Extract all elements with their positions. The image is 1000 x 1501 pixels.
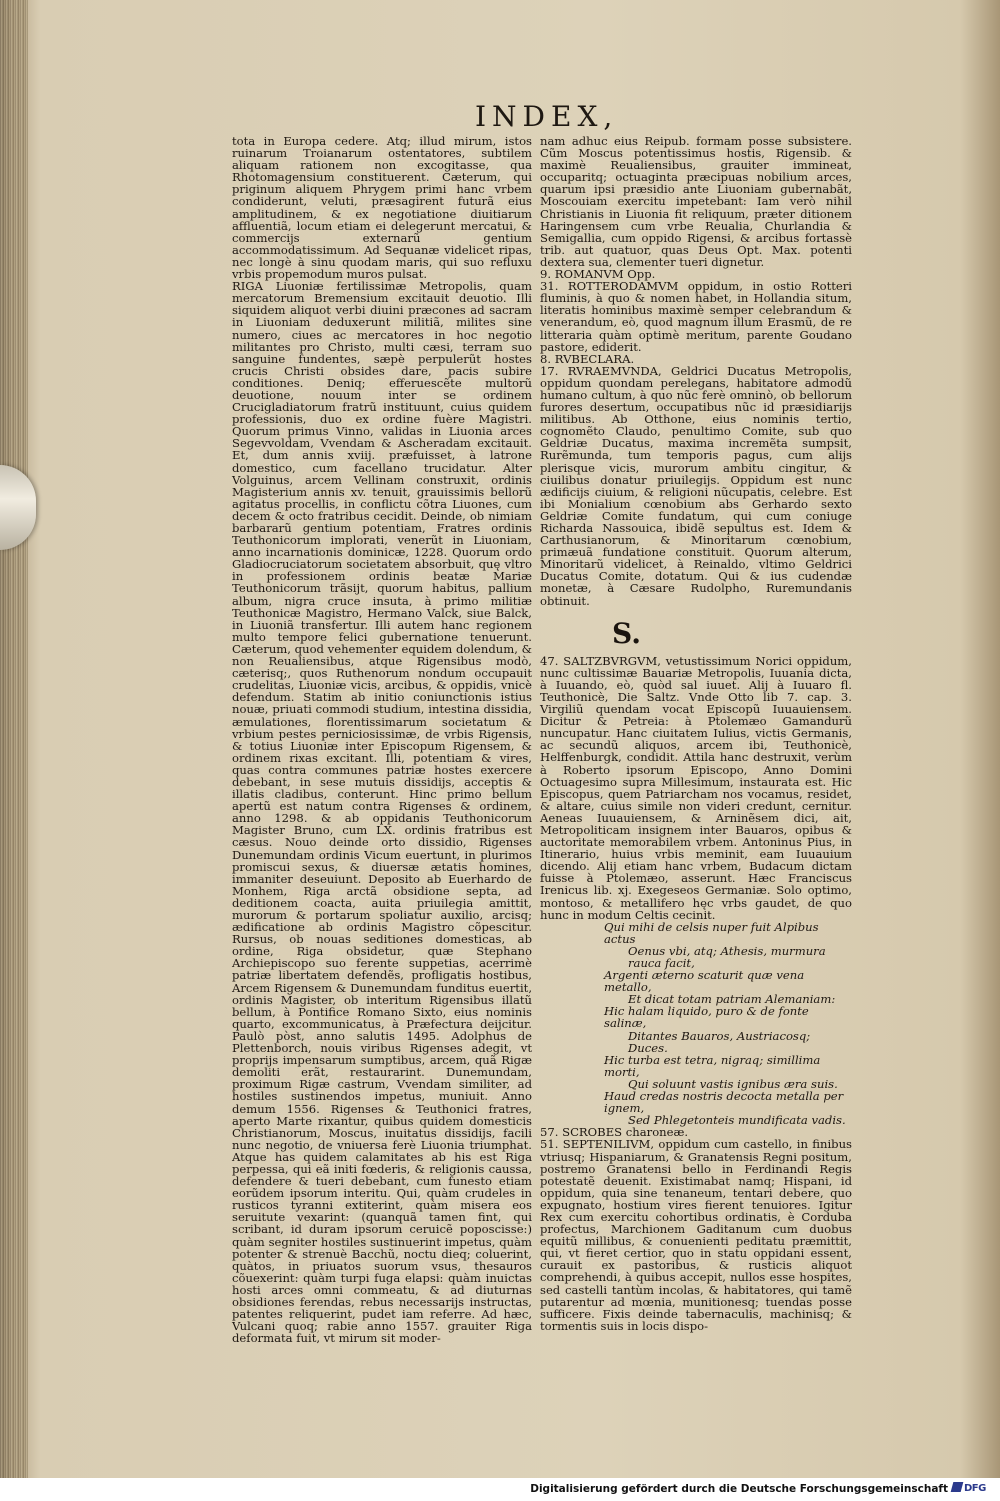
dfg-logo-icon xyxy=(952,1482,992,1496)
entry-rubeclara: 8. RVBECLARA. xyxy=(540,351,635,366)
left-column xyxy=(232,135,532,1344)
dfg-logo-text: DFG xyxy=(964,1483,986,1494)
right-column xyxy=(540,135,852,1332)
verse-line: Hic turba est tetra, nigraq; simillima morti, xyxy=(604,1052,821,1079)
entry-scrobes: 57. SCROBES charoneæ. xyxy=(540,1125,689,1140)
verse-line: Et dicat totam patriam Alemaniam: xyxy=(628,992,836,1007)
verse-line: Qui mihi de celsis nuper fuit Alpibus actus xyxy=(604,919,819,946)
footer-bar xyxy=(0,1478,1000,1501)
verse-line: Oenus vbi, atq; Athesis, murmura rauca facit, xyxy=(628,943,826,970)
right-paragraph-continuation: nam adhuc eius Reipub. formam posse subsistere. Cũm Moscus potentissimus hostis, Rigensib. & maximè Reualiensibus, grauiter immineat, occuparitq; octuaginta præcipuas nobilium arces, quarum ipsi præsidio ante Liuoniam gubernabãt, Moscouiam exercitu impetebant: Iam verò nihil Christianis in Liuonia fit reliquum, præter ditionem Haringensem cum vrbe Reualia, Churlandia & Semigallia, cum oppido Rigensi, & arcibus fortassè trib. aut quatuor, quas Deus Opt. Max. potenti dextera sua, clementer tueri dignetur. xyxy=(540,134,852,269)
entry-ruraemunda: 17. RVRAEMVNDA, Geldrici Ducatus Metropolis, oppidum quondam perelegans, habitatore admodũ humano cultum, à quo nũc ferè omninò, ob bellorum furores desertum, occupatibus nũc id præsidiarijs militibus. Ab Otthone, eius nominis tertio, cognomẽto Claudo, penultimo Comite, sub quo Geldriæ Ducatus, maxima incremẽta sumpsit, Rurẽmunda, tum temporis pagus, cum alijs plerisque vicis, murorum ambitu cingitur, & ciuilibus donatur priuilegijs. Oppidum est nunc ædificijs ciuium, & religioni nũcupatis, celebre. Est ibi Monialium cœnobium abs Gerhardo sexto Geldriæ Comite fundatum, qui cum coniuge Richarda Nassouica, ibidẽ sepultus est. Idem & Carthusianorum, & Minoritarum cœnobium, primæuã fundatione constituit. Quorum alterum, Minoritarũ videlicet, à Reinaldo, vltimo Geldrici Ducatus Comite, dotatum. Qui & ius cudendæ monetæ, à Cæsare Rudolpho, Ruremundanis obtinuit. xyxy=(540,363,852,608)
entry-rotterodamum: 31. ROTTERODAMVM oppidum, in ostio Rotteri fluminis, à quo & nomen habet, in Hollandia situm, literatis hominibus maximè semper celebrandum & venerandum, eò, quod magnum illum Erasmũ, de re litteraria quàm optimè meritum, parente Goudano pastore, ediderit. xyxy=(540,279,852,354)
book-fore-edge xyxy=(0,0,28,1501)
verse-block xyxy=(540,921,852,1127)
running-head: INDEX, xyxy=(475,100,619,133)
verse-line: Argenti æterno scaturit quæ vena metallo, xyxy=(604,968,805,995)
entry-saltzburgum: 47. SALTZBVRGVM, vetustissimum Norici oppidum, nunc cultissimæ Bauariæ Metropolis, Iuuania dicta, à Iuuando, eò, quòd sal iuuet. Alij à Iuuaro fl. Teuthonicè, Die Saltz. Vnde Otto lib 7. cap. 3. Virgiliũ quendam vocat Episcopũ Iuuauiensem. Dicitur & Petreia: à Ptolemæo Gamandurũ nuncupatur. Hanc ciuitatem Iulius, victis Germanis, ac secundũ aliquos, arcem ibi, Teuthonicè, Helffenburgk, condidit. Attila hanc destruxit, verùm à Roberto ipsorum Episcopo, Anno Domini Octuagesimo supra Millesimum, instaurata est. Hic Episcopus, quem Patriarcham nos vocamus, residet, & altare, cuius simile non videri credunt, cernitur. Aeneas Iuuauiensem, & Arninẽsem dici, ait, Metropoliticam insignem inter Bauaros, opibus & auctoritate memorabilem vrbem. Antoninus Pius, in Itinerario, huius vrbis meminit, eam Iuuauium dicendo. Alij etiam hanc vrbem, Budacum dictam fuisse à Ptolemæo, asserunt. Hæc Franciscus Irenicus lib. xj. Exegeseos Germaniæ. Solo optimo, montoso, & metallifero hęc vrbs gaudet, de quo hunc in modum Celtis cecinit. xyxy=(540,653,852,922)
section-letter-s: S. xyxy=(612,616,641,650)
verse-line: Ditantes Bauaros, Austriacosq; Duces. xyxy=(628,1028,811,1055)
verse-line: Qui soluunt vastis ignibus æra suis. xyxy=(628,1076,838,1091)
footer-credit: Digitalisierung gefördert durch die Deutsche Forschungsgemeinschaft xyxy=(530,1483,948,1495)
entry-septenilium: 51. SEPTENILIVM, oppidum cum castello, in finibus vtriusq; Hispaniarum, & Granatensis Regni positum, postremo Granatensi bello in Ferdinandi Regis potestatẽ deuenit. Existimabat namq; Hispani, id oppidum, quia sine tenaneum, tentari debere, quo expugnato, hostium vires fierent tenuiores. Igitur Rex cum exercitu cohortibus ordinatis, è Corduba profectus, Marchionem Gaditanum cum duobus equitũ millibus, & conuenienti peditatu præmittit, qui, vt fieret certior, quo in statu oppidani essent, curauit ex pastoribus, & rusticis aliquot comprehendi, à quibus accepit, nullos esse hospites, sed castelli tantùm incolas, & habitatores, qui tamẽ putarentur ad mœnia, munitionesq; tuendas posse sufficere. Fixis deinde tabernaculis, machinisq; & tormentis suis in locis dispo- xyxy=(540,1137,852,1333)
verse-line: Haud credas nostris decocta metalla per ignem, xyxy=(604,1089,844,1116)
verse-line: Hic halam liquido, puro & de fonte salinæ, xyxy=(604,1004,809,1031)
verse-line: Sed Phlegetonteis mundificata vadis. xyxy=(628,1113,846,1128)
left-paragraph-rotomagus: tota in Europa cedere. Atq; illud mirum, istos ruinarum Troianarum ostentatores, subtilem aliquam rationem non excogitasse, qua Rhotomagensium constituerent. Cæterum, qui priginum aliquem Phrygem primi hanc vrbem condiderunt, veluti, præsagirent futurã eius amplitudinem, & ex negotiatione diuitiarum affluentiã, locum etiam ei delegerunt mercatui, & commercijs externarũ gentium accommodatissimum. Ad Sequanæ videlicet ripas, nec longè à sinu quodam maris, qui suo refluxu vrbis propemodum muros pulsat. xyxy=(232,134,532,282)
left-paragraph-riga: RIGA Liuoniæ fertilissimæ Metropolis, quam mercatorum Bremensium excitauit deuotio. Illi siquidem aliquot verbi diuini præcones ad sacram in Liuoniam deduxerunt militiã, milites sine numero, ciues ac mercatores in hoc negotio militantes pro Christo, multi cæsi, terram suo sanguine fundentes, sæpè perpulerũt hostes crucis Christi obsides dare, pacis subire conditiones. Deniq; efferuescẽte multorũ deuotione, nouum inter se ordinem Crucigladiatorum fratrũ instituunt, cuius quidem professionis, duo ex ordine fuère Magistri. Quorum primus Vinno, validas in Liuonia arces Segevvoldam, Vvendam & Ascheradam excitauit. Et, dum annis xviij. præfuisset, à latrone domestico, cum facellano trucidatur. Alter Volguinus, arcem Vellinam construxit, ordinis Magisterium annis xv. tenuit, grauissimis bellorũ agitatus procellis, in conflictu cõtra Liuones, cum decem & octo fratribus cecidit. Deinde, ob nimiam barbararũ gentium potentiam, Fratres ordinis Teuthonicorum implorati, venerũt in Liuoniam, anno incarnationis dominicæ, 1228. Quorum ordo Gladiocruciatorum societatem absorbuit, quę vltro in professionem ordinis beatæ Mariæ Teuthonicorum trãsijt, quorum habitus, pallium album, nigra cruce insuta, à primo militiæ Teuthonicæ Magistro, Hermano Valck, siue Balck, in Liuoniã transfertur. Illi autem hanc regionem multo tempore felici gubernatione tenuerunt. Cæterum, quod vehementer equidem dolendum, & non Reualiensibus, atque Rigensibus modò, cæterisq;, quos Ruthenorum nondum occupauit crudelitas, Liuoniæ vicis, arcibus, & oppidis, vnicè defendum. Statim ab initio coniunctionis istius nouæ, priuati commodi studium, intestina dissidia, æmulationes, florentissimarum societatum & vrbium pestes perniciosissimæ, de vrbis Rigensis, & totius Liuoniæ inter Episcopum Rigensem, & ordinem rixas excitant. Illi, potentiam & vires, quas contra communes patriæ hostes exercere debebant, in sese mutuis dissidijs, acceptis & illatis cladibus, conterunt. Hinc primo bellum apertũ est natum contra Rigenses & ordinem, anno 1298. & ab oppidanis Teuthonicorum Magister Bruno, cum LX. ordinis fratribus est cæsus. Nouo deinde orto dissidio, Rigenses Dunemundam ordinis Vicum euertunt, in plurimos promiscui sexus, & diuersæ ætatis homines, immaniter deseuiunt. Deposito ab Euerhardo de Monhem, Riga arctã obsidione septa, ad deditionem coacta, auita priuilegia amittit, murorum & portarum spoliatur auxilio, arcisq; ædificatione ab ordinis Magistro cõpescitur. Rursus, ob nouas seditiones domesticas, ab ordine, Riga obsidetur, quæ Stephano Archiepiscopo suo ferente suppetias, acerrimè patriæ libertatem defendẽs, profligatis hostibus, Arcem Rigensem & Dunemundam funditus euertit, ordinis Magister, ob interitum Rigensibus illatũ bellum, à Pontifice Romano Sixto, eius nominis quarto, excommunicatus, à Præfectura deijcitur. Paulò pòst, anno salutis 1495. Adolphus de Plettenborch, nouis viribus Rigenses adegit, vt proprijs impensarum sumptibus, arcem, quã Rigæ demoliti erãt, restaurarint. Dunemundam, proximum Rigæ castrum, Vvendam similiter, ad hostiles sustinendos impetus, muniuit. Anno demum 1556. Rigenses & Teuthonici fratres, aperto Marte rixantur, quibus quidem domesticis Christianorum, Moscus, inuitatus dissidijs, facili nunc negotio, de vniuersa ferè Liuonia triumphat. Atque has quidem calamitates ab his est Riga perpessa, qui eã initi fœderis, & religionis caussa, defendere & tueri debebant, cum funesto etiam eorũdem ipsorum interitu. Qui, quàm crudeles in rusticos tyranni extiterint, quàm misera eos seruitute vexarint: (quanquã tamen fint, qui scribant, id duram ipsorum ceruicẽ poposcisse:) quàm segniter hostiles sustinuerint impetus, quàm potenter & strenuè Bacchũ, noctu dieq; coluerint, quàtos, in priuatos suorum vsus, thesauros cõuexerint: quàm turpi fuga elapsi: quàm inuictas hosti arces omni commeatu, & ad diuturnas obsidiones ferendas, rebus necessarijs instructas, patentes reliquerint, pudet iam referre. Ad hæc, Vulcani quoq; rabie anno 1557. grauiter Riga deformata fuit, vt mirum sit moder- xyxy=(232,279,532,1346)
entry-romanum: 9. ROMANVM Opp. xyxy=(540,267,656,282)
